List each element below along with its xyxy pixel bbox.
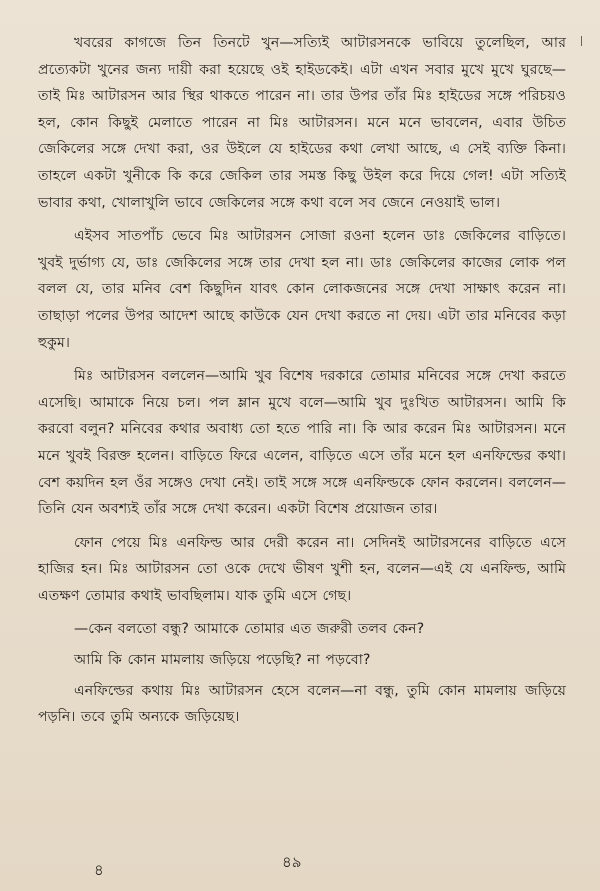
paragraph-6: আমি কি কোন মামলায় জড়িয়ে পড়েছি? না পড়বো? bbox=[74, 652, 371, 669]
paragraph-2: এইসব সাতপাঁচ ভেবে মিঃ আটারসন সোজা রওনা হলেন ডাঃ জেকিলের বাড়িতে। খুবই দুর্ভাগ্য যে, ডাঃ জেকিলের সঙ্গে তার দেখা হল না। ডাঃ জেকিলের কাজের লোক পল বলল যে, তার মনিব বেশ কিছুদিন যাবৎ কোন লোকজনের সঙ্গে দেখা সাক্ষাৎ করেন না। তাছাড়া পলের উপর আদেশ আছে কাউকে যেন দেখা করতে না দেয়। এটা তার মনিবের কড়া হুকুম। bbox=[38, 228, 566, 351]
paragraph-1: খবরের কাগজে তিন তিনটে খুন—সত্যিই আটারসনকে ভাবিয়ে তুলেছিল, আর প্রত্যেকটা খুনের জন্য দায়ী করা হয়েছে ওই হাইডকেই। এটা এখন সবার মুখে মুখে ঘুরছে—তাই মিঃ আটারসন আর স্থির থাকতে পারেন না। তার উপর তাঁর মিঃ হাইডের সঙ্গে পরিচয়ও হল, কোন কিছুই মেলাতে পারেন না মিঃ আটারসন। মনে মনে ভাবলেন, এবার উচিত জেকিলের সঙ্গে দেখা করা, ওর উইলে যে হাইডের কথা লেখা আছে, এ সেই ব্যক্তি কিনা। তাহলে একটা খুনীকে কি করে জেকিল তার সমস্ত কিছু উইল করে দিয়ে গেল! এটা সত্যিই ভাবার কথা, খোলাখুলি ভাবে জেকিলের সঙ্গে কথা বলে সব জেনে নেওয়াই ভাল। bbox=[38, 35, 566, 211]
page-edge-mark bbox=[581, 36, 582, 46]
page-footer bbox=[0, 851, 600, 891]
paragraph-4: ফোন পেয়ে মিঃ এনফিল্ড আর দেরী করেন না। সেদিনই আটারসনের বাড়িতে এসে হাজির হন। মিঃ আটারসন তো ওকে দেখে ভীষণ খুশী হন, বলেন—এই যে এনফিল্ড, আমি এতক্ষণ তোমার কথাই ভাবছিলাম। যাক তুমি এসে গেছ। bbox=[38, 534, 566, 604]
paragraph-5: —কেন বলতো বন্ধু? আমাকে তোমার এত জরুরী তলব কেন? bbox=[74, 621, 425, 638]
paragraph-3: মিঃ আটারসন বললেন—আমি খুব বিশেষ দরকারে তোমার মনিবের সঙ্গে দেখা করতে এসেছি। আমাকে নিয়ে চল। পল ম্লান মুখে বলে—আমি খুব দুঃখিত আটারসন। আমি কি করবো বলুন? মনিবের কথার অবাধ্য তো হতে পারি না। কি আর করেন মিঃ আটারসন। মনে মনে খুবই বিরক্ত হলেন। বাড়িতে ফিরে এলেন, বাড়িতে এসে তাঁর মনে হল এনফিল্ডের কথা। বেশ কয়দিন হল ওঁর সঙ্গেও দেখা নেই। তাই সঙ্গে সঙ্গে এনফিল্ডকে ফোন করলেন। বললেন—তিনি যেন অবশ্যই তাঁর সঙ্গে দেখা করেন। একটা বিশেষ প্রয়োজন তার। bbox=[38, 368, 566, 518]
page-body bbox=[38, 30, 566, 731]
paragraph-7: এনফিল্ডের কথায় মিঃ আটারসন হেসে বলেন—না বন্ধু, তুমি কোন মামলায় জড়িয়ে পড়নি। তবে তুমি অন্যকে জড়িয়েছ। bbox=[38, 682, 566, 726]
signature-mark: ৪ bbox=[94, 861, 104, 879]
page-number: ৪৯ bbox=[282, 853, 302, 871]
